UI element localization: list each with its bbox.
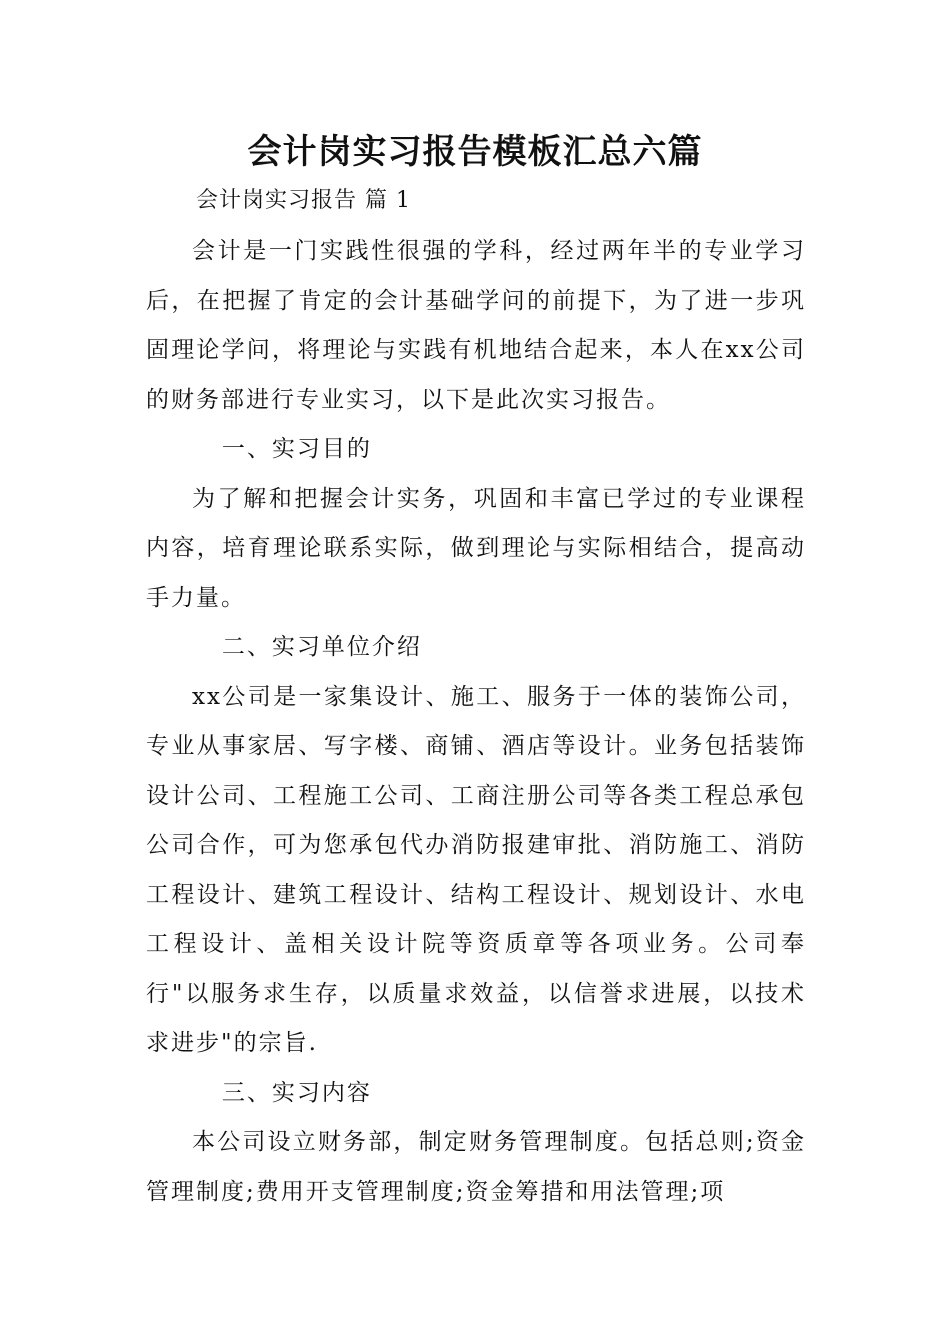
section-heading-company: 二、实习单位介绍 [221, 634, 422, 660]
document-subtitle: 会计岗实习报告 篇 1 [196, 188, 411, 213]
paragraph-company: xx公司是一家集设计、施工、服务于一体的装饰公司，专业从事家居、写字楼、商铺、酒店等设计。业务包括装饰设计公司、工程施工公司、工商注册公司等各类工程总承包公司合作，可为您承包代办消防报建审批、消防施工、消防工程设计、建筑工程设计、结构工程设计、规划设计、水电工程设计、盖相关设计院等资质章等各项业务。公司奉行"以服务求生存，以质量求效益，以信誉求进展，以技术求进步"的宗旨. [146, 683, 806, 1056]
section-heading-content: 三、实习内容 [221, 1079, 372, 1106]
paragraph-intro: 会计是一门实践性很强的学科，经过两年半的专业学习后，在把握了肯定的会计基础学问的前提下，为了进一步巩固理论学问，将理论与实践有机地结合起来，本人在xx公司的财务部进行专业实习，以下是此次实习报告。 [146, 238, 806, 413]
section-heading-purpose: 一、实习目的 [221, 436, 372, 462]
paragraph-content: 本公司设立财务部，制定财务管理制度。包括总则;资金管理制度;费用开支管理制度;资金筹措和用法管理;项 [146, 1129, 806, 1205]
document-title: 会计岗实习报告模板汇总六篇 [247, 132, 703, 172]
paragraph-purpose: 为了解和把握会计实务，巩固和丰富已学过的专业课程内容，培育理论联系实际，做到理论与实际相结合，提高动手力量。 [146, 485, 806, 611]
document-body [146, 227, 806, 1217]
